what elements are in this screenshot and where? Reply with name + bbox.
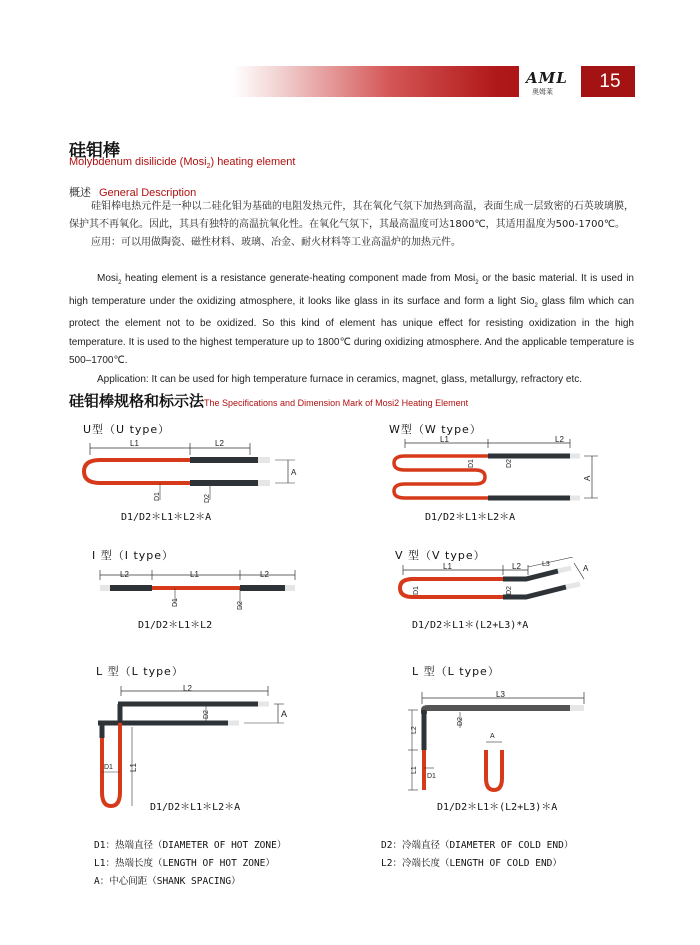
page-subtitle: Molybdenum disilicide (Mosi$_2$) heating element — [69, 156, 296, 171]
v-D2-label: D2 — [506, 586, 513, 595]
i-D2-label: D2 — [237, 601, 244, 610]
logo-subtext: 奥姆莱 — [532, 88, 553, 96]
description-cn — [69, 198, 634, 252]
w-type-diagram — [380, 434, 630, 509]
i-type-label: I 型（I type） — [92, 549, 175, 562]
l2-A-label: A — [490, 733, 495, 740]
logo-text: AML — [526, 69, 568, 87]
v-L3-label: L3 — [542, 561, 550, 568]
l-type-diagram-right — [398, 688, 608, 798]
w-L2-label: L2 — [555, 435, 564, 444]
l2-L2-label: L2 — [411, 726, 418, 734]
v-A-label: A — [583, 564, 589, 573]
legend-a: A：中心间距（SHANK SPACING） — [94, 876, 241, 887]
description-en — [69, 270, 634, 389]
i-type-diagram — [90, 564, 310, 614]
legend-d1: D1：热端直径（DIAMETER OF HOT ZONE） — [94, 840, 287, 851]
l2-D2-label: D2 — [457, 717, 464, 726]
l-type-formula-right: D1/D2＊L1＊(L2+L3)＊A — [437, 802, 558, 813]
u-type-formula: D1/D2＊L1＊L2＊A — [121, 512, 212, 523]
u-type-diagram — [70, 438, 310, 508]
w-D1-label: D1 — [468, 459, 475, 468]
u-type-label: U型（U type） — [83, 423, 171, 436]
l-type-label-right: L 型（L type） — [412, 665, 500, 678]
spec-heading: 硅钼棒规格和标示法The Specifications and Dimension Mark of Mosi2 Heating Element — [69, 392, 469, 410]
page-number: 15 — [585, 66, 635, 97]
w-L1-label: L1 — [440, 435, 449, 444]
description-cn-para1: 硅钼棒电热元件是一种以二硅化钼为基础的电阻发热元件，其在氧化气氛下加热到高温，表面生成一层致密的石英玻璃膜，保护其不再氧化。因此，其具有独特的高温抗氧化性。在氧化气氛下，其最高温度可达1800℃，其适用温度为500-1700℃。 — [69, 201, 634, 230]
w-A-label: A — [583, 475, 592, 481]
v-type-label: V 型（V type） — [395, 549, 486, 562]
v-type-diagram — [388, 557, 628, 617]
l-type-formula-left: D1/D2＊L1＊L2＊A — [150, 802, 241, 813]
legend-l2: L2：冷端长度（LENGTH OF COLD END） — [381, 858, 562, 869]
l-type-diagram-left — [88, 682, 308, 812]
w-type-formula: D1/D2＊L1＊L2＊A — [425, 512, 516, 523]
l1-D2-label: D2 — [203, 710, 210, 719]
u-D1-label: D1 — [154, 492, 161, 501]
w-D2-label: D2 — [506, 459, 513, 468]
l1-A-label: A — [281, 709, 288, 719]
w-type-label: W型（W type） — [389, 423, 482, 436]
l2-L1-label: L1 — [411, 766, 418, 774]
page-title: 硅钼棒 — [69, 141, 120, 161]
i-L2-label-right: L2 — [260, 570, 269, 579]
i-L2-label-left: L2 — [120, 570, 129, 579]
v-type-formula: D1/D2＊L1＊(L2+L3)*A — [412, 620, 529, 631]
v-L2-label: L2 — [512, 562, 521, 571]
v-D1-label: D1 — [413, 586, 420, 595]
legend-d2: D2：冷端直径（DIAMETER OF COLD END） — [381, 840, 574, 851]
l1-L2-label: L2 — [183, 684, 192, 693]
i-D1-label: D1 — [172, 598, 179, 607]
legend-l1: L1：热端长度（LENGTH OF HOT ZONE） — [94, 858, 275, 869]
u-L2-label: L2 — [215, 439, 224, 448]
v-L1-label: L1 — [443, 562, 452, 571]
description-en-para1: Mosi$_2$ heating element is a resistance generate-heating component made from Mosi$_2$ or the basic material. It is used in high temperature under the oxidizing atmosphere, it looks like glass in its surface and form a light Sio$_2$ glass film which can protect the element not to be oxidized. So this kind of element has unique effect for resisting oxidization in the high temperature. It is used to the highest temperature up to 1800℃ during oxidizing atmosphere. And the applicable temperature is 500–1700℃. — [69, 273, 635, 366]
l2-L3-label: L3 — [496, 690, 505, 699]
description-en-para2: Application: It can be used for high temperature furnace in ceramics, magnet, glass, metallurgy, refractory etc. — [97, 373, 583, 385]
u-A-label: A — [291, 468, 297, 477]
general-description-heading: 概述 General Description — [69, 186, 197, 199]
i-L1-label: L1 — [190, 570, 199, 579]
u-D2-label: D2 — [204, 494, 211, 503]
l1-D1-label: D1 — [104, 764, 113, 771]
l-type-label-left: L 型（L type） — [96, 665, 184, 678]
i-type-formula: D1/D2＊L1＊L2 — [138, 620, 213, 631]
u-L1-label: L1 — [130, 439, 139, 448]
description-cn-para2: 应用：可以用做陶瓷、磁性材料、玻璃、冶金、耐火材料等工业高温炉的加热元件。 — [91, 237, 461, 248]
l2-D1-label: D1 — [427, 773, 436, 780]
l1-L1-label: L1 — [129, 763, 138, 772]
